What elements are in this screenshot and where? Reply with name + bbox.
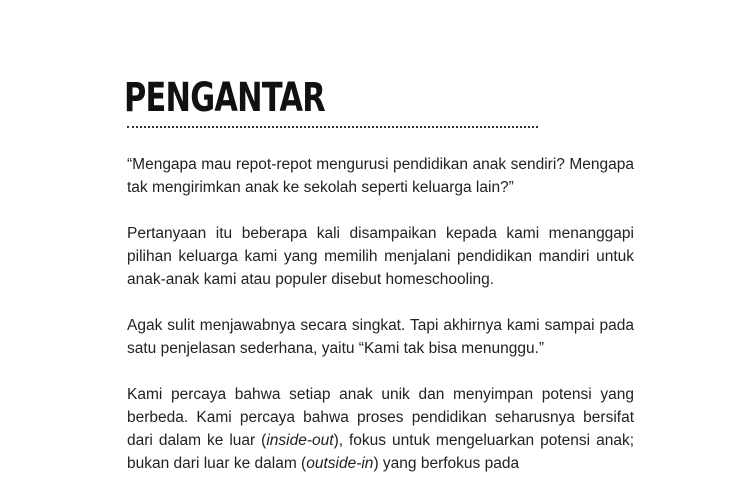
paragraph-4-part-3: ) yang berfokus pada — [373, 455, 520, 472]
body-text — [127, 153, 634, 498]
paragraph-4-part-1: Kami percaya bahwa setiap anak unik dan menyimpan potensi yang berbeda. Kami percaya bahwa proses pendidikan seharusnya bersifat dari dalam ke luar ( — [127, 386, 634, 449]
page-title: PENGANTAR — [124, 75, 325, 121]
dotted-divider — [127, 126, 538, 128]
paragraph-4-part-2: ), fokus untuk mengeluarkan potensi anak; bukan dari luar ke dalam ( — [127, 432, 634, 472]
paragraph-1: “Mengapa mau repot-repot mengurusi pendidikan anak sendiri? Mengapa tak mengirimkan anak ke sekolah seperti keluarga lain?” — [127, 156, 634, 196]
paragraph-3: Agak sulit menjawabnya secara singkat. Tapi akhirnya kami sampai pada satu penjelasan sederhana, yaitu “Kami tak bisa menunggu.” — [127, 317, 634, 357]
paragraph-4 — [127, 383, 634, 475]
paragraph-4-italic-2: outside-in — [306, 455, 374, 472]
paragraph-4-italic-1: inside-out — [266, 432, 334, 449]
paragraph-2: Pertanyaan itu beberapa kali disampaikan kepada kami menanggapi pilihan keluarga kami yang memilih menjalani pendidikan mandiri untuk anak-anak kami atau populer disebut homeschooling. — [127, 225, 634, 288]
